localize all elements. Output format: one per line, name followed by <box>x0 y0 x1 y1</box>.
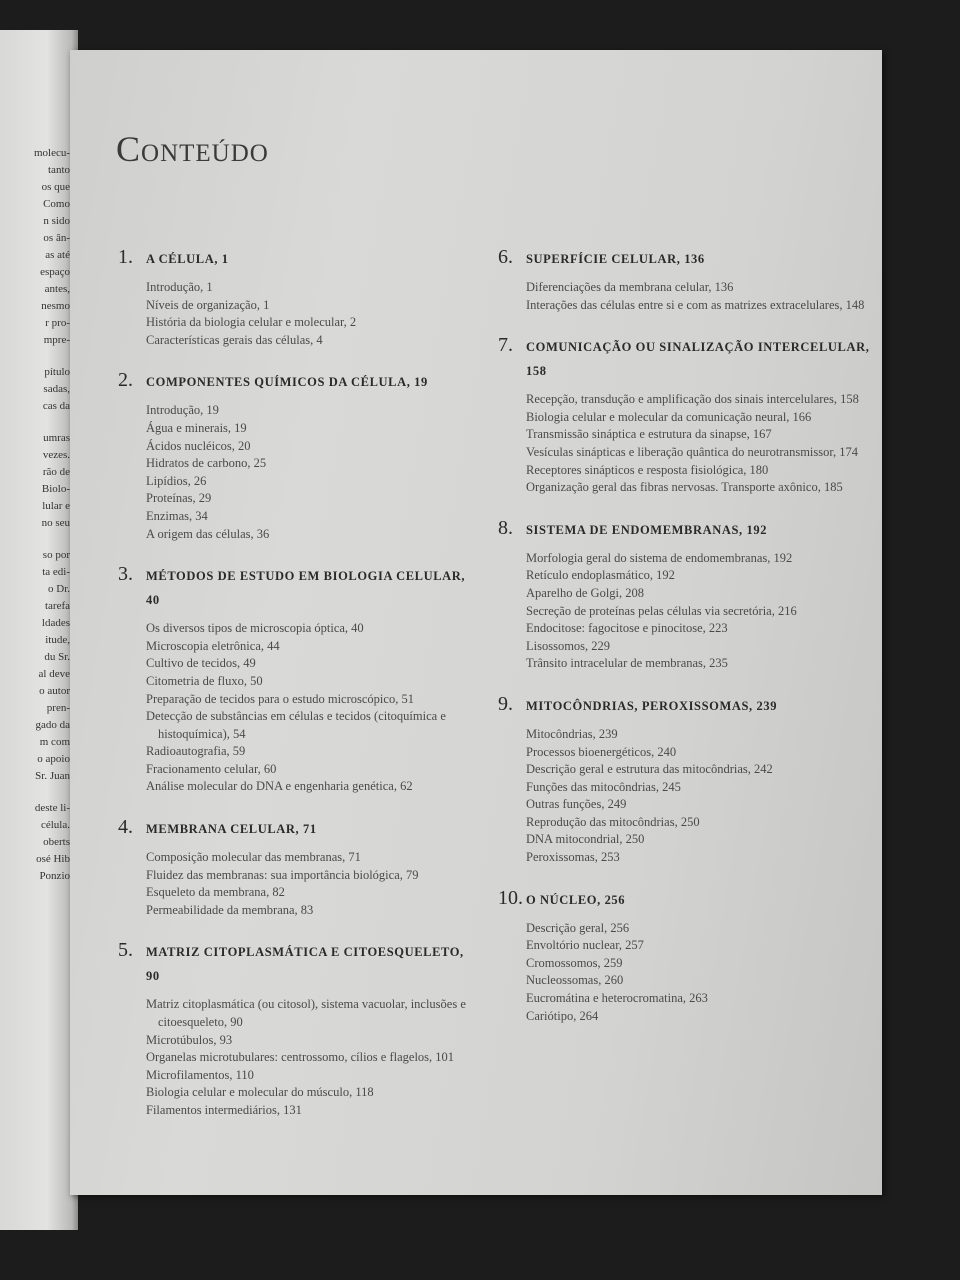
book-page <box>70 50 882 1195</box>
toc-entry: Funções das mitocôndrias, 245 <box>526 779 681 794</box>
toc-entry: Morfologia geral do sistema de endomembranas, 192 <box>526 550 793 565</box>
toc-entry: Envoltório nuclear, 257 <box>526 938 644 953</box>
toc-entry: Lipídios, 26 <box>146 473 207 488</box>
toc-chapter <box>498 693 878 867</box>
chapter-title: A CÉLULA, 1 <box>146 252 229 266</box>
chapter-entries <box>526 550 878 673</box>
left-page-text-fragment: nesmo <box>41 300 70 312</box>
toc-entry: Permeabilidade da membrana, 83 <box>146 902 314 917</box>
left-page-text-fragment: o Dr. <box>48 583 70 595</box>
left-page-text-fragment: Sr. Juan <box>35 770 70 782</box>
left-page-text-fragment: so por <box>42 549 70 561</box>
toc-entry: Composição molecular das membranas, 71 <box>146 850 361 865</box>
chapter-title: COMUNICAÇÃO OU SINALIZAÇÃO INTERCELULAR, 158 <box>526 340 870 379</box>
toc-entry: Peroxissomas, 253 <box>526 850 620 865</box>
chapter-entries <box>146 279 468 349</box>
toc-entry: Microfilamentos, 110 <box>146 1067 254 1082</box>
toc-entry: Organização geral das fibras nervosas. Transporte axônico, 185 <box>526 480 843 495</box>
chapter-heading <box>498 517 878 542</box>
toc-entry: Transmissão sináptica e estrutura da sinapse, 167 <box>526 427 772 442</box>
left-page-text-fragment: Como <box>43 198 70 210</box>
left-page-text-fragment: Biolo- <box>41 483 70 495</box>
chapter-number: 2. <box>118 369 133 392</box>
toc-entry: Recepção, transdução e amplificação dos sinais intercelulares, 158 <box>526 392 859 407</box>
left-page-edge <box>0 30 78 1230</box>
left-page-text-fragment: m com <box>39 736 70 748</box>
toc-entry: Níveis de organização, 1 <box>146 297 270 312</box>
toc-chapter <box>118 816 468 919</box>
toc-entry: Eucromátina e heterocromatina, 263 <box>526 991 708 1006</box>
chapter-entries <box>146 402 468 543</box>
chapter-number: 7. <box>498 334 513 357</box>
left-page-text-fragment: no seu <box>41 517 70 529</box>
toc-chapter <box>498 246 878 314</box>
left-page-text-fragment: o apoio <box>37 753 70 765</box>
toc-entry: Biologia celular e molecular da comunicação neural, 166 <box>526 409 812 424</box>
chapter-title: O NÚCLEO, 256 <box>526 892 626 907</box>
toc-column-left <box>118 246 468 1140</box>
left-page-text-fragment: gado da <box>35 719 70 731</box>
chapter-heading <box>118 816 468 841</box>
left-page-text-fragment: tanto <box>48 164 70 176</box>
toc-entry: Mitocôndrias, 239 <box>526 726 618 741</box>
chapter-heading <box>498 887 878 912</box>
left-page-text-fragment: lular e <box>42 500 70 512</box>
toc-entry: Hidratos de carbono, 25 <box>146 456 267 471</box>
chapter-heading <box>118 939 468 988</box>
toc-entry: Nucleossomas, 260 <box>526 973 624 988</box>
left-page-text-fragment: o autor <box>39 685 70 697</box>
chapter-number: 10. <box>498 886 523 909</box>
chapter-entries <box>526 391 878 497</box>
toc-entry: Análise molecular do DNA e engenharia genética, 62 <box>146 779 413 794</box>
toc-chapter <box>498 334 878 497</box>
chapter-heading <box>118 563 468 612</box>
toc-entry: Lisossomos, 229 <box>526 638 611 653</box>
toc-entry: Secreção de proteínas pelas células via secretória, 216 <box>526 603 797 618</box>
left-page-text-fragment: deste li- <box>34 802 70 814</box>
toc-chapter <box>118 246 468 349</box>
left-page-text-fragment: umras <box>43 432 70 444</box>
toc-chapter <box>118 369 468 543</box>
left-page-text-fragment: rão de <box>42 466 70 478</box>
chapter-heading <box>498 334 878 383</box>
chapter-number: 6. <box>498 246 513 268</box>
toc-entry: Citometria de fluxo, 50 <box>146 673 263 688</box>
toc-entry: Outras funções, 249 <box>526 797 627 812</box>
chapter-title: COMPONENTES QUÍMICOS DA CÉLULA, 19 <box>146 375 428 390</box>
chapter-title: MEMBRANA CELULAR, 71 <box>146 822 317 837</box>
left-page-text-fragment: Ponzio <box>39 870 70 882</box>
left-page-text-fragment: r pro- <box>45 317 70 329</box>
toc-entry: Aparelho de Golgi, 208 <box>526 585 645 600</box>
left-page-text-fragment: espaço <box>40 266 70 278</box>
toc-entry: Reprodução das mitocôndrias, 250 <box>526 814 700 829</box>
left-page-text-fragment: osé Hib <box>36 853 70 865</box>
toc-entry: Características gerais das células, 4 <box>146 332 323 347</box>
chapter-heading <box>118 246 468 271</box>
toc-chapter <box>118 563 468 796</box>
left-page-text-fragment: itude, <box>45 634 70 646</box>
left-page-text-fragment: du Sr. <box>44 651 70 663</box>
chapter-number: 3. <box>118 563 133 586</box>
toc-entry: A origem das células, 36 <box>146 526 270 541</box>
left-page-text-fragment: os ân- <box>43 232 70 244</box>
left-page-text-fragment: mpre- <box>43 334 70 346</box>
left-page-text-fragment: oberts <box>43 836 70 848</box>
toc-entry: Detecção de substâncias em células e tecidos (citoquímica e histoquímica), 54 <box>146 709 446 741</box>
toc-chapter <box>498 517 878 673</box>
chapter-entries <box>146 849 468 919</box>
toc-entry: Organelas microtubulares: centrossomo, cílios e flagelos, 101 <box>146 1050 455 1065</box>
toc-entry: Introdução, 19 <box>146 403 219 418</box>
left-page-text-fragment: pren- <box>46 702 70 714</box>
chapter-number: 4. <box>118 816 133 839</box>
toc-entry: Ácidos nucléicos, 20 <box>146 438 251 453</box>
toc-entry: Processos bioenergéticos, 240 <box>526 744 677 759</box>
chapter-heading <box>498 693 878 718</box>
chapter-title: MÉTODOS DE ESTUDO EM BIOLOGIA CELULAR, 40 <box>146 569 466 608</box>
toc-entry: Fluidez das membranas: sua importância biológica, 79 <box>146 867 419 882</box>
chapter-number: 1. <box>118 246 133 268</box>
chapter-number: 5. <box>118 939 133 962</box>
left-page-text-fragment: antes, <box>44 283 70 295</box>
toc-entry: Biologia celular e molecular do músculo, 118 <box>146 1085 374 1100</box>
chapter-title: MITOCÔNDRIAS, PEROXISSOMAS, 239 <box>526 698 778 713</box>
toc-entry: Os diversos tipos de microscopia óptica, 40 <box>146 621 364 636</box>
toc-entry: Introdução, 1 <box>146 280 213 294</box>
left-page-text-fragment: al deve <box>38 668 70 680</box>
toc-entry: Proteínas, 29 <box>146 491 212 506</box>
toc-entry: Vesículas sinápticas e liberação quântica do neurotransmissor, 174 <box>526 444 859 459</box>
toc-entry: Receptores sinápticos e resposta fisiológica, 180 <box>526 462 769 477</box>
chapter-title: SISTEMA DE ENDOMEMBRANAS, 192 <box>526 522 768 537</box>
chapter-entries <box>526 726 878 867</box>
left-page-text-fragment: pítulo <box>44 366 70 378</box>
chapter-heading <box>118 369 468 394</box>
toc-entry: História da biologia celular e molecular, 2 <box>146 315 357 330</box>
toc-entry: Esqueleto da membrana, 82 <box>146 885 285 900</box>
toc-chapter <box>498 887 878 1026</box>
chapter-entries <box>146 996 468 1119</box>
toc-entry: Microscopia eletrônica, 44 <box>146 638 280 653</box>
toc-entry: Endocitose: fagocitose e pinocitose, 223 <box>526 621 728 636</box>
chapter-entries <box>526 279 878 314</box>
toc-entry: Microtúbulos, 93 <box>146 1032 233 1047</box>
chapter-entries <box>146 620 468 796</box>
chapter-title: MATRIZ CITOPLASMÁTICA E CITOESQUELETO, 90 <box>146 945 464 984</box>
chapter-number: 9. <box>498 692 513 715</box>
toc-column-right <box>498 246 878 1045</box>
toc-entry: Enzimas, 34 <box>146 508 208 523</box>
page-title: Conteúdo <box>116 129 269 169</box>
left-page-text-fragment: ta edi- <box>42 566 70 578</box>
left-page-text-fragment: vezes. <box>42 449 70 461</box>
toc-entry: Fracionamento celular, 60 <box>146 761 277 776</box>
toc-entry: Descrição geral e estrutura das mitocôndrias, 242 <box>526 762 773 777</box>
left-page-text-fragment: célula. <box>40 819 70 831</box>
toc-entry: Radioautografia, 59 <box>146 744 246 759</box>
left-page-text-fragment: as até <box>45 249 70 261</box>
toc-entry: Descrição geral, 256 <box>526 920 630 935</box>
toc-entry: Filamentos intermediários, 131 <box>146 1103 302 1117</box>
toc-entry: Matriz citoplasmática (ou citosol), sistema vacuolar, inclusões e citoesqueleto, 90 <box>146 997 466 1030</box>
left-page-text-fragment: n sido <box>43 215 70 227</box>
toc-entry: Diferenciações da membrana celular, 136 <box>526 280 734 294</box>
toc-entry: DNA mitocondrial, 250 <box>526 832 645 847</box>
chapter-heading <box>498 246 878 271</box>
toc-entry: Trânsito intracelular de membranas, 235 <box>526 656 728 671</box>
chapter-number: 8. <box>498 516 513 539</box>
toc-entry: Água e minerais, 19 <box>146 420 247 435</box>
chapter-entries <box>526 920 878 1026</box>
left-page-text-fragment: os que <box>41 181 70 193</box>
left-page-text-fragment: sadas, <box>43 383 70 395</box>
left-page-text-fragment: tarefa <box>44 600 70 612</box>
left-page-text-fragment: molecu- <box>33 147 70 159</box>
toc-entry: Interações das células entre si e com as matrizes extracelulares, 148 <box>526 297 865 312</box>
toc-entry: Preparação de tecidos para o estudo microscópico, 51 <box>146 691 414 706</box>
toc-entry: Cromossomos, 259 <box>526 955 623 970</box>
toc-chapter <box>118 939 468 1119</box>
toc-entry: Cariótipo, 264 <box>526 1008 599 1023</box>
left-page-text-fragment: ldades <box>41 617 70 629</box>
left-page-text-fragment: cas da <box>42 400 70 412</box>
chapter-title: SUPERFÍCIE CELULAR, 136 <box>526 252 705 266</box>
toc-entry: Cultivo de tecidos, 49 <box>146 656 256 671</box>
toc-entry: Retículo endoplasmático, 192 <box>526 568 675 583</box>
